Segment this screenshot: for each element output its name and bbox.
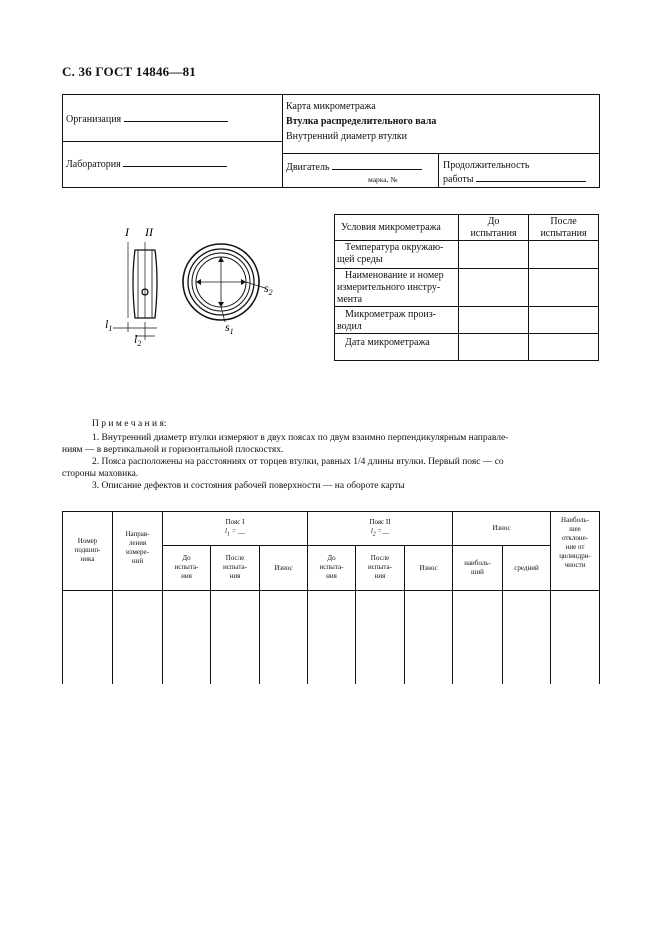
wear-max: наиболь- ший bbox=[464, 559, 491, 576]
col-direction: Направ- ления измере- ний bbox=[125, 530, 150, 565]
card-title: Карта микрометража bbox=[286, 101, 376, 112]
organization-label: Организация bbox=[66, 112, 228, 126]
belt-2-header: Пояс II $l_2$ =__ bbox=[369, 518, 391, 538]
col-bearing-number: Номер подшип- ника bbox=[74, 537, 101, 563]
condition-row-date: Дата микрометража bbox=[345, 337, 430, 348]
belt-1-header: Пояс I $l_1$ = __ bbox=[224, 518, 246, 538]
page-header: С. 36 ГОСТ 14846—81 bbox=[62, 64, 196, 79]
duration-label-2: работы bbox=[443, 172, 586, 186]
note-1a: 1. Внутренний диаметр втулки измеряют в двух поясах по двум взаимно перпендикулярным направле- bbox=[92, 433, 509, 443]
note-2b: стороны маховика. bbox=[62, 469, 139, 479]
belt-1-before: До испыта- ния bbox=[174, 554, 199, 580]
label-s2: $s_2$ bbox=[264, 281, 273, 297]
conditions-header: Условия микрометража bbox=[341, 222, 441, 233]
label-II: II bbox=[145, 225, 153, 239]
belt-2-wear: Износ bbox=[419, 564, 438, 572]
before-header: До испытания bbox=[470, 216, 517, 239]
bushing-side-view bbox=[113, 242, 157, 340]
engine-label: Двигатель bbox=[286, 160, 422, 174]
measurement-name: Внутренний диаметр втулки bbox=[286, 131, 407, 142]
part-name: Втулка распределительного вала bbox=[286, 116, 437, 127]
laboratory-label: Лаборатория bbox=[66, 157, 227, 171]
note-3: 3. Описание дефектов и состояния рабочей поверхности — на обороте карты bbox=[92, 481, 405, 491]
belt-1-after: После испыта- ния bbox=[223, 554, 247, 580]
label-l2: $l_2$ bbox=[134, 332, 142, 348]
duration-label-1: Продолжительность bbox=[443, 160, 530, 171]
after-header: После испытания bbox=[540, 216, 587, 239]
belt-2-before: До испыта- ния bbox=[319, 554, 344, 580]
condition-row-operator: Микрометраж произ- водил bbox=[337, 309, 437, 332]
col-max-deviation: Наиболь- шее отклоне- ние от цилиндри- чности bbox=[559, 516, 591, 569]
bushing-front-view bbox=[183, 244, 265, 322]
condition-row-temperature: Температура окружаю- щей среды bbox=[337, 242, 444, 265]
label-s1: $s_1$ bbox=[225, 320, 234, 336]
belt-2-after: После испыта- ния bbox=[368, 554, 392, 580]
engine-sublabel: марка, № bbox=[368, 175, 398, 184]
wear-average: средний bbox=[514, 564, 539, 572]
condition-row-instrument: Наименование и номер измерительного инстру- мента bbox=[337, 270, 444, 305]
label-I: I bbox=[125, 225, 129, 239]
label-l1: $l_1$ bbox=[105, 317, 113, 333]
belt-1-wear: Износ bbox=[274, 564, 293, 572]
notes-heading: П р и м е ч а н и я: bbox=[92, 419, 167, 429]
wear-header: Износ bbox=[492, 524, 511, 532]
bushing-drawing bbox=[95, 218, 295, 348]
note-1b: ниям — в вертикальной и горизонтальной плоскостях. bbox=[62, 445, 284, 455]
note-2a: 2. Пояса расположены на расстояниях от торцев втулки, равных 1/4 длины втулки. Первый пояс — со bbox=[92, 457, 504, 467]
